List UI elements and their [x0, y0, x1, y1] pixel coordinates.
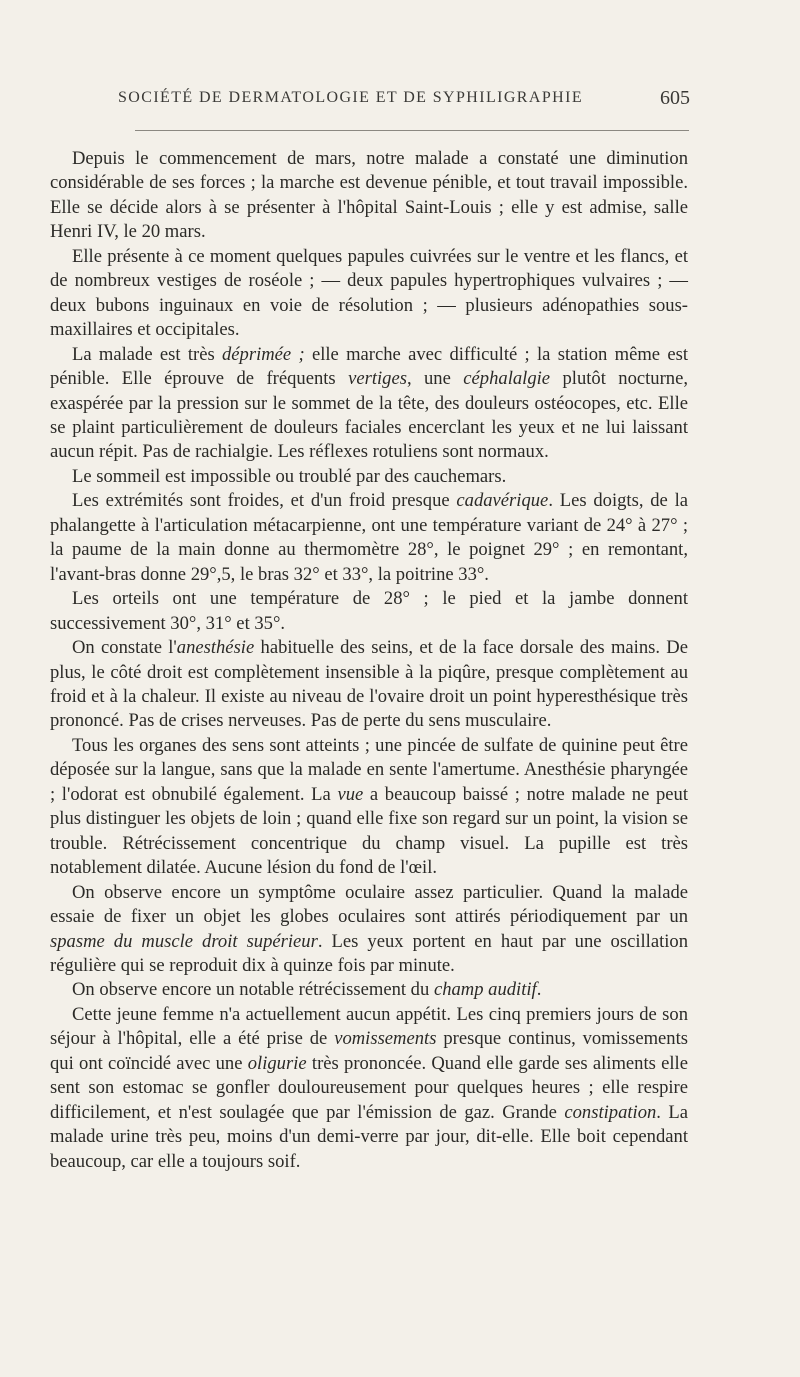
paragraph [50, 465, 688, 489]
paragraph [50, 881, 688, 979]
italic-run: vomissements [334, 1028, 437, 1050]
text-run: Tous les organes des sens sont atteints ; une pincée de sulfate de quinine peut être déposée sur la langue, sans que la malade en sente l'amertume. Anesthésie pharyngée ; l'odorat est obnubilé également. La [50, 734, 688, 805]
italic-run: vue [337, 783, 364, 805]
italic-run: spasme du muscle droit supérieur [50, 930, 318, 952]
paragraph [50, 343, 688, 465]
paragraph [50, 147, 688, 245]
text-run: On constate l' [72, 637, 177, 659]
text-run: Les orteils ont une température de 28° ; le pied et la jambe donnent successivement 30°, 31° et 35°. [50, 588, 688, 634]
text-run: On observe encore un notable rétrécissement du [72, 979, 434, 1001]
text-run: , une [406, 368, 464, 390]
text-run: . La malade urine très peu, moins d'un demi-verre par jour, dit-elle. Elle boit cependant beaucoup, car elle a toujours soif. [50, 1101, 688, 1172]
paragraph [50, 636, 688, 734]
text-run: très prononcée. Quand elle garde ses aliments elle sent son estomac se gonfler douloureusement pour quelques heures ; elle respire difficilement, et n'est soulagée que par l'émission de gaz. Grande [50, 1052, 688, 1123]
italic-run: déprimée ; [221, 343, 305, 365]
paragraph [50, 587, 688, 636]
paragraph [50, 245, 688, 343]
italic-run: vertiges [348, 368, 407, 390]
text-run: a beaucoup baissé ; notre malade ne peut plus distinguer les objets de loin ; quand elle fixe son regard sur un point, la vision se trouble. Rétrécissement concentrique du champ visuel. La pupille est très notablement dilatée. Aucune lésion du fond de l'œil. [50, 783, 688, 879]
text-run: La malade est très [72, 343, 222, 365]
italic-run: anesthésie [176, 637, 255, 659]
text-run: Les extrémités sont froides, et d'un froid presque [72, 490, 457, 512]
paragraph [50, 978, 688, 1002]
italic-run: constipation [564, 1101, 657, 1123]
italic-run: oligurie [247, 1052, 307, 1074]
paragraph [50, 489, 688, 587]
text-run: habituelle des seins, et de la face dorsale des mains. De plus, le côté droit est complètement insensible à la piqûre, presque complètement au froid et à la chaleur. Il existe au niveau de l'ovaire droit un point hyperesthésique très prononcé. Pas de crises nerveuses. Pas de perte du sens musculaire. [50, 637, 688, 732]
text-run: presque continus, vomissements qui ont coïncidé avec une [50, 1028, 688, 1074]
italic-run: céphalalgie [463, 368, 551, 390]
paragraph [50, 734, 688, 881]
text-run: plutôt nocturne, exaspérée par la pression sur le sommet de la tête, des douleurs ostéocopes, etc. Elle se plaint particulièrement de douleurs faciales encerclant les yeux et ne lui laissant aucun répit. Pas de rachialgie. Les réflexes rotuliens sont normaux. [50, 368, 688, 463]
text-run: . Les yeux portent en haut par une oscillation régulière qui se reproduit dix à quinze fois par minute. [50, 930, 689, 976]
page-number: 605 [660, 87, 690, 109]
header-rule [135, 130, 689, 131]
text-run: elle marche avec difficulté ; la station même est pénible. Elle éprouve de fréquents [50, 343, 688, 390]
paragraph [50, 1003, 688, 1174]
body-text [50, 147, 688, 1174]
text-run: . [536, 979, 542, 1001]
italic-run: cadavérique [456, 490, 549, 512]
text-run: . Les doigts, de la phalangette à l'articulation métacarpienne, ont une température variant de 24° à 27° ; la paume de la main donne au thermomètre 28°, le poignet 29° ; en remontant, l'avant-bras donne 29°,5, le bras 32° et 33°, la poitrine 33°. [50, 490, 688, 585]
text-run: Cette jeune femme n'a actuellement aucun appétit. Les cinq premiers jours de son séjour à l'hôpital, elle a été prise de [50, 1003, 688, 1050]
text-run: Le sommeil est impossible ou troublé par des cauchemars. [72, 465, 507, 487]
text-run: On observe encore un symptôme oculaire assez particulier. Quand la malade essaie de fixer un objet les globes oculaires sont attirés périodiquement par un [50, 881, 688, 928]
text-run: Elle présente à ce moment quelques papules cuivrées sur le ventre et les flancs, et de nombreux vestiges de roséole ; — deux papules hypertrophiques vulvaires ; — deux bubons inguinaux en voie de résolution ; — plusieurs adénopathies sous-maxillaires et occipitales. [50, 245, 688, 341]
running-title: SOCIÉTÉ DE DERMATOLOGIE ET DE SYPHILIGRAPHIE [118, 89, 583, 106]
italic-run: champ auditif [433, 979, 537, 1001]
text-run: Depuis le commencement de mars, notre malade a constaté une diminution considérable de ses forces ; la marche est devenue pénible, et tout travail impossible. Elle se décide alors à se présenter à l'hôpital Saint-Louis ; elle y est admise, salle Henri IV, le 20 mars. [50, 148, 688, 243]
